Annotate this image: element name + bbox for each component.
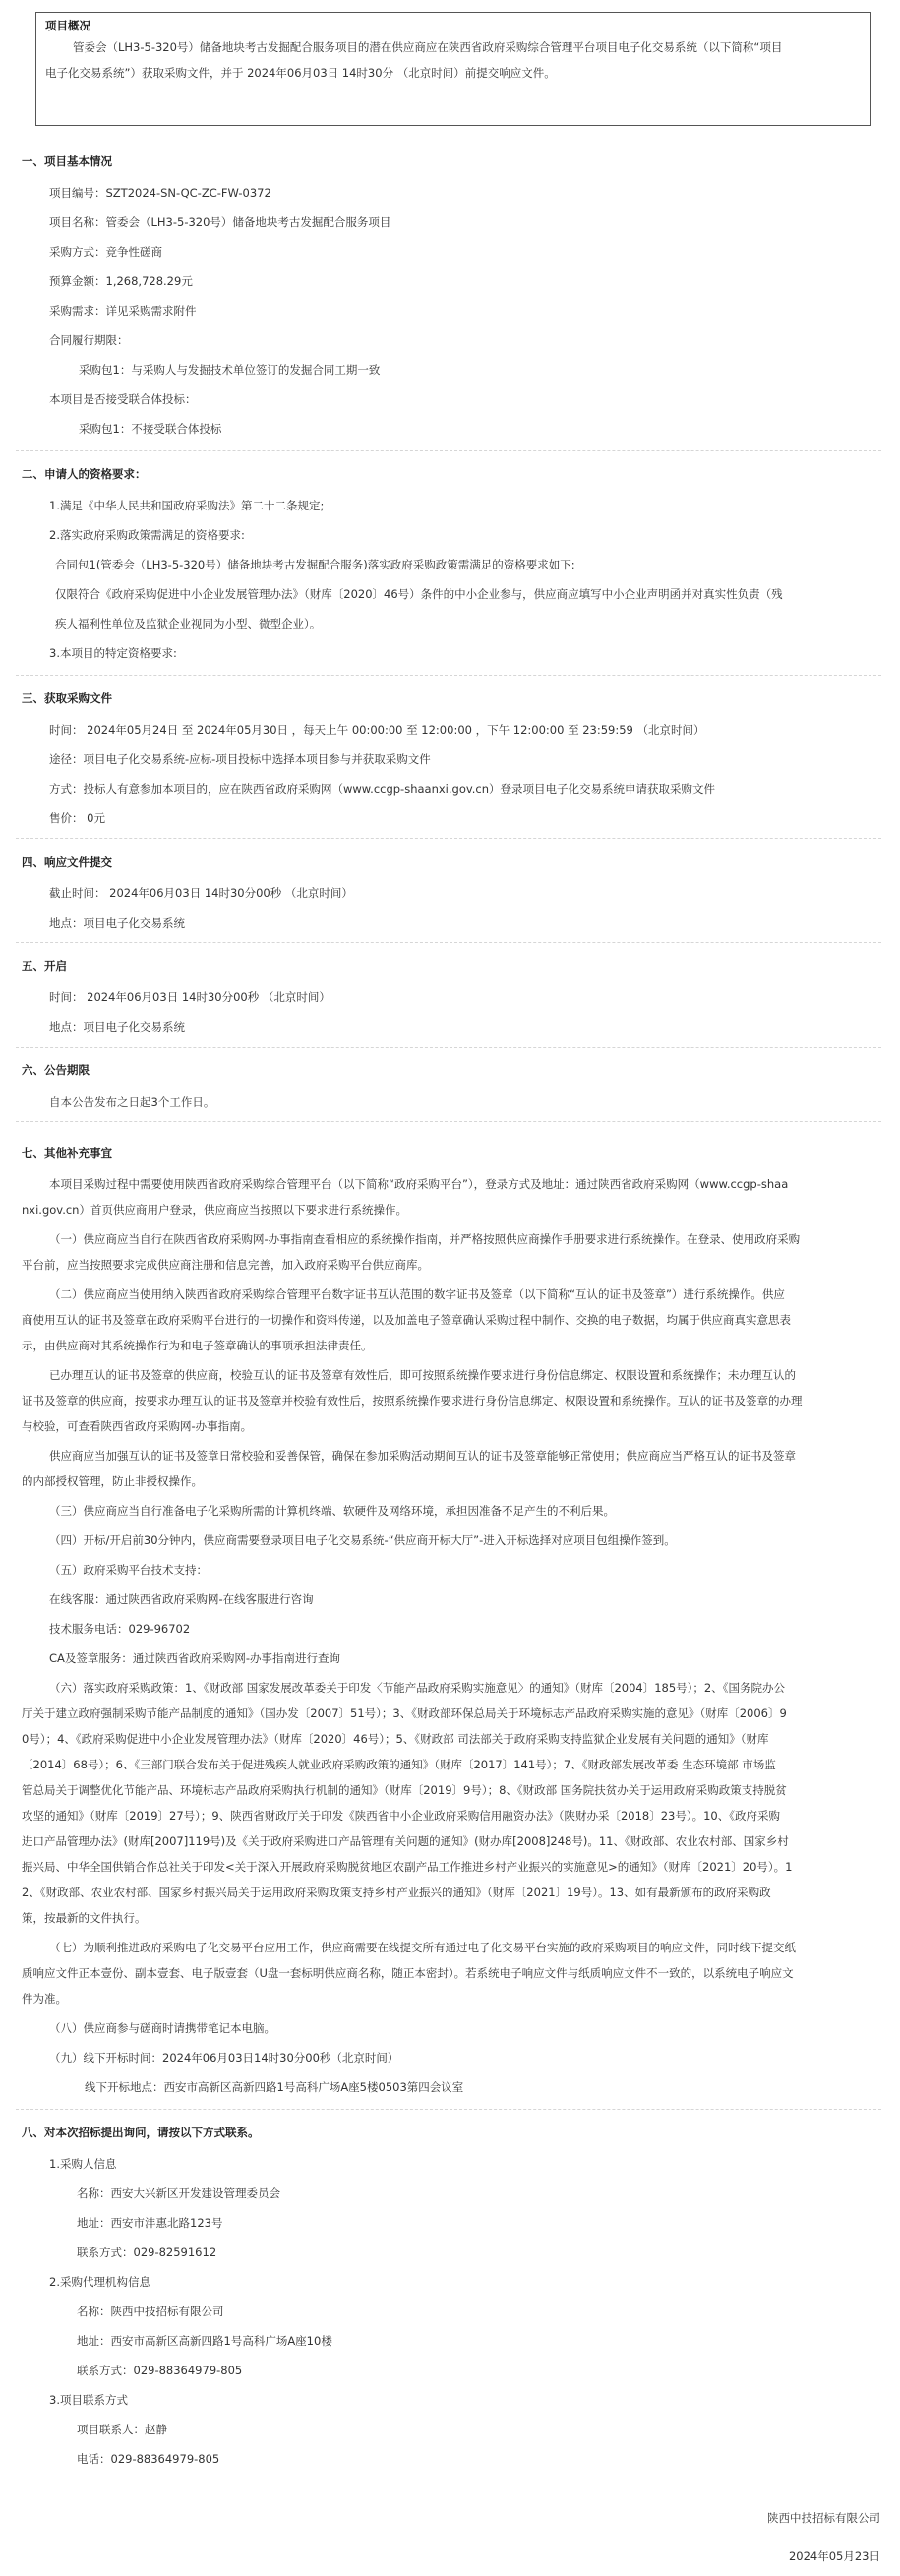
policy-text: 策，按最新的文件执行。	[22, 1911, 147, 1925]
budget-amount: 预算金额：1,268,728.29元	[49, 274, 193, 288]
policy-text: （六）落实政府采购政策：1、《财政部 国家发展改革委关于印发〈节能产品政府采购实施意见〉的通知》（财库〔2004〕185号）；2、《国务院办公	[49, 1681, 785, 1695]
supplement-text: 本项目采购过程中需要使用陕西省政府采购综合管理平台（以下简称“政府采购平台”），登录方式及地址：通过陕西省政府采购网（www.ccgp-shaa	[49, 1177, 789, 1191]
contract-period-package-1: 采购包1：与采购人与发掘技术单位签订的发掘合同工期一致	[79, 363, 381, 377]
submission-deadline: 截止时间： 2024年06月03日 14时30分00秒 （北京时间）	[49, 886, 353, 900]
supplement-text: （二）供应商应当使用纳入陕西省政府采购综合管理平台数字证书互认范围的数字证书及签章（以下简称“互认的证书及签章”）进行系统操作。供应	[49, 1288, 785, 1301]
supplement-text: nxi.gov.cn）首页供应商用户登录，供应商应当按照以下要求进行系统操作。	[22, 1203, 407, 1217]
divider	[16, 675, 881, 676]
laptop-notice: （八）供应商参与磋商时请携带笔记本电脑。	[49, 2021, 275, 2035]
section-7-heading: 七、其他补充事宜	[22, 1146, 112, 1160]
supplement-text: （一）供应商应当自行在陕西省政府采购网-办事指南查看相应的系统操作指南，并严格按照供应商操作手册要求进行系统操作。在登录、使用政府采购	[49, 1232, 801, 1246]
policy-text: 2、《财政部、农业农村部、国家乡村振兴局关于运用政府采购政策支持乡村产业振兴的通知》（财库〔2021〕19号）。13、如有最新颁布的政府采购政	[22, 1886, 771, 1899]
divider	[16, 2109, 881, 2110]
supplement-text: 平台前，应当按照要求完成供应商注册和信息完善，加入政府采购平台供应商库。	[22, 1258, 429, 1272]
opening-time: 时间： 2024年06月03日 14时30分00秒 （北京时间）	[49, 990, 330, 1004]
policy-text: 进口产品管理办法》(财库[2007]119号)及《关于政府采购进口产品管理有关问题的通知》(财办库[2008]248号)。11、《财政部、农业农村部、国家乡村	[22, 1834, 789, 1848]
project-contact-heading: 3.项目联系方式	[49, 2393, 128, 2407]
qualification-line: 1.满足《中华人民共和国政府采购法》第二十二条规定;	[49, 499, 325, 512]
qualification-line: 2.落实政府采购政策需满足的资格要求:	[49, 528, 245, 542]
qualification-line: 合同包1(管委会（LH3-5-320号）储备地块考古发掘配合服务)落实政府采购政策需满足的资格要求如下:	[55, 558, 575, 571]
paper-submission-text: 件为准。	[22, 1992, 67, 2006]
agency-info-heading: 2.采购代理机构信息	[49, 2275, 150, 2289]
project-contact-phone: 电话：029-88364979-805	[77, 2452, 220, 2466]
overview-text-line-1: 管委会（LH3-5-320号）储备地块考古发掘配合服务项目的潜在供应商应在陕西省政府采购综合管理平台项目电子化交易系统（以下简称“项目	[73, 40, 783, 54]
agency-address: 地址：西安市高新区高新四路1号高科广场A座10楼	[77, 2334, 332, 2348]
project-number: 项目编号：SZT2024-SN-QC-ZC-FW-0372	[49, 186, 271, 200]
document-channel: 途径：项目电子化交易系统-应标-项目投标中选择本项目参与并获取采购文件	[49, 752, 431, 766]
supplement-text: 已办理互认的证书及签章的供应商，校验互认的证书及签章有效性后，即可按照系统操作要求进行身份信息绑定、权限设置和系统操作；未办理互认的	[49, 1368, 796, 1382]
section-3-heading: 三、获取采购文件	[22, 691, 112, 705]
project-name: 项目名称：管委会（LH3-5-320号）储备地块考古发掘配合服务项目	[49, 215, 391, 229]
tech-support-phone: 技术服务电话：029-96702	[49, 1622, 191, 1636]
agency-contact: 联系方式：029-88364979-805	[77, 2364, 243, 2377]
document-time: 时间： 2024年05月24日 至 2024年05月30日 ，每天上午 00:00:00 至 12:00:00 ，下午 12:00:00 至 23:59:59 （北京时间）	[49, 723, 705, 737]
document-price: 售价： 0元	[49, 811, 105, 825]
section-6-heading: 六、公告期限	[22, 1063, 90, 1077]
opening-location: 地点：项目电子化交易系统	[49, 1020, 185, 1034]
policy-text: 厅关于建立政府强制采购节能产品制度的通知》（国办发〔2007〕51号）；3、《财政部环保总局关于环境标志产品政府采购实施的意见》（财库〔2006〕9	[22, 1707, 787, 1720]
project-contact-person: 项目联系人：赵静	[77, 2423, 167, 2436]
supplement-text: （四）开标/开启前30分钟内，供应商需要登录项目电子化交易系统-“供应商开标大厅”-进入开标选择对应项目包组操作签到。	[49, 1533, 676, 1547]
online-service: 在线客服：通过陕西省政府采购网-在线客服进行咨询	[49, 1592, 314, 1606]
section-1-heading: 一、项目基本情况	[22, 154, 112, 168]
supplement-text: （三）供应商应当自行准备电子化采购所需的计算机终端、软硬件及网络环境，承担因准备不足产生的不利后果。	[49, 1504, 615, 1518]
agency-name: 名称：陕西中技招标有限公司	[77, 2305, 224, 2318]
supplement-text: （五）政府采购平台技术支持：	[49, 1563, 208, 1577]
footer-organization: 陕西中技招标有限公司	[767, 2511, 880, 2525]
overview-title: 项目概况	[45, 19, 90, 32]
purchaser-contact: 联系方式：029-82591612	[77, 2246, 217, 2259]
procurement-method: 采购方式：竞争性磋商	[49, 245, 162, 259]
submission-location: 地点：项目电子化交易系统	[49, 916, 185, 929]
qualification-line: 3.本项目的特定资格要求:	[49, 646, 177, 660]
purchaser-address: 地址：西安市沣惠北路123号	[77, 2216, 223, 2230]
announcement-period: 自本公告发布之日起3个工作日。	[49, 1095, 215, 1108]
policy-text: 0号）；4、《政府采购促进中小企业发展管理办法》（财库〔2020〕46号）；5、《财政部 司法部关于政府采购支持监狱企业发展有关问题的通知》（财库	[22, 1732, 769, 1746]
overview-text-line-2: 电子化交易系统”）获取采购文件，并于 2024年06月03日 14时30分 （北京时间）前提交响应文件。	[45, 66, 556, 80]
section-2-heading: 二、申请人的资格要求：	[22, 467, 147, 481]
section-8-heading: 八、对本次招标提出询问，请按以下方式联系。	[22, 2126, 260, 2139]
document-method: 方式：投标人有意参加本项目的，应在陕西省政府采购网（www.ccgp-shaanxi.gov.cn）登录项目电子化交易系统申请获取采购文件	[49, 782, 716, 796]
joint-bid-package-1: 采购包1：不接受联合体投标	[79, 422, 222, 436]
policy-text: 管总局关于调整优化节能产品、环境标志产品政府采购执行机制的通知》（财库〔2019〕9号）；8、《财政部 国务院扶贫办关于运用政府采购政策支持脱贫	[22, 1783, 787, 1797]
purchaser-name: 名称：西安大兴新区开发建设管理委员会	[77, 2187, 280, 2200]
qualification-line: 仅限符合《政府采购促进中小企业发展管理办法》（财库〔2020〕46号）条件的中小企业参与，供应商应填写中小企业声明函并对真实性负责（残	[55, 587, 783, 601]
section-5-heading: 五、开启	[22, 959, 67, 973]
divider	[16, 1047, 881, 1048]
policy-text: 振兴局、中华全国供销合作总社关于印发<关于深入开展政府采购脱贫地区农副产品工作推进乡村产业振兴的实施意见>的通知》（财库〔2021〕20号）。1	[22, 1860, 793, 1874]
supplement-text: 商使用互认的证书及签章在政府采购平台进行的一切操作和资料传递，以及加盖电子签章确认采购过程中制作、交换的电子数据，均属于供应商真实意思表	[22, 1313, 791, 1327]
qualification-line: 疾人福利性单位及监狱企业视同为小型、微型企业）。	[55, 617, 322, 630]
policy-text: 攻坚的通知》（财库〔2019〕27号）；9、陕西省财政厅关于印发《陕西省中小企业政府采购信用融资办法》（陕财办采〔2018〕23号）。10、《政府采购	[22, 1809, 780, 1823]
ca-signature-service: CA及签章服务：通过陕西省政府采购网-办事指南进行查询	[49, 1651, 341, 1665]
policy-text: 〔2014〕68号）；6、《三部门联合发布关于促进残疾人就业政府采购政策的通知》（财库〔2017〕141号）；7、《财政部发展改革委 生态环境部 市场监	[22, 1758, 776, 1771]
divider	[16, 942, 881, 943]
section-4-heading: 四、响应文件提交	[22, 855, 112, 869]
joint-bid-label: 本项目是否接受联合体投标：	[49, 392, 197, 406]
divider	[16, 838, 881, 839]
supplement-text: 示，由供应商对其系统操作行为和电子签章确认的事项承担法律责任。	[22, 1339, 373, 1352]
paper-submission-text: 质响应文件正本壹份、副本壹套、电子版壹套（U盘一套标明供应商名称，随正本密封）。若系统电子响应文件与纸质响应文件不一致的，以系统电子响应文	[22, 1966, 794, 1980]
purchaser-info-heading: 1.采购人信息	[49, 2157, 117, 2171]
contract-period-label: 合同履行期限：	[49, 333, 129, 347]
supplement-text: 与校验，可查看陕西省政府采购网-办事指南。	[22, 1419, 253, 1433]
offline-opening-time: （九）线下开标时间：2024年06月03日14时30分00秒（北京时间）	[49, 2051, 399, 2065]
offline-opening-location: 线下开标地点：西安市高新区高新四路1号高科广场A座5楼0503第四会议室	[85, 2080, 464, 2094]
footer-date: 2024年05月23日	[788, 2549, 880, 2563]
paper-submission-text: （七）为顺利推进政府采购电子化交易平台应用工作，供应商需要在线提交所有通过电子化交易平台实施的政府采购项目的响应文件，同时线下提交纸	[49, 1941, 796, 1954]
supplement-text: 证书及签章的供应商，按要求办理互认的证书及签章并校验有效性后，按照系统操作要求进行身份信息绑定、权限设置和系统操作。互认的证书及签章的办理	[22, 1394, 803, 1408]
procurement-requirement: 采购需求：详见采购需求附件	[49, 304, 197, 318]
supplement-text: 的内部授权管理，防止非授权操作。	[22, 1474, 203, 1488]
divider	[16, 1121, 881, 1122]
supplement-text: 供应商应当加强互认的证书及签章日常校验和妥善保管，确保在参加采购活动期间互认的证书及签章能够正常使用；供应商应当严格互认的证书及签章	[49, 1449, 796, 1463]
divider	[16, 450, 881, 451]
